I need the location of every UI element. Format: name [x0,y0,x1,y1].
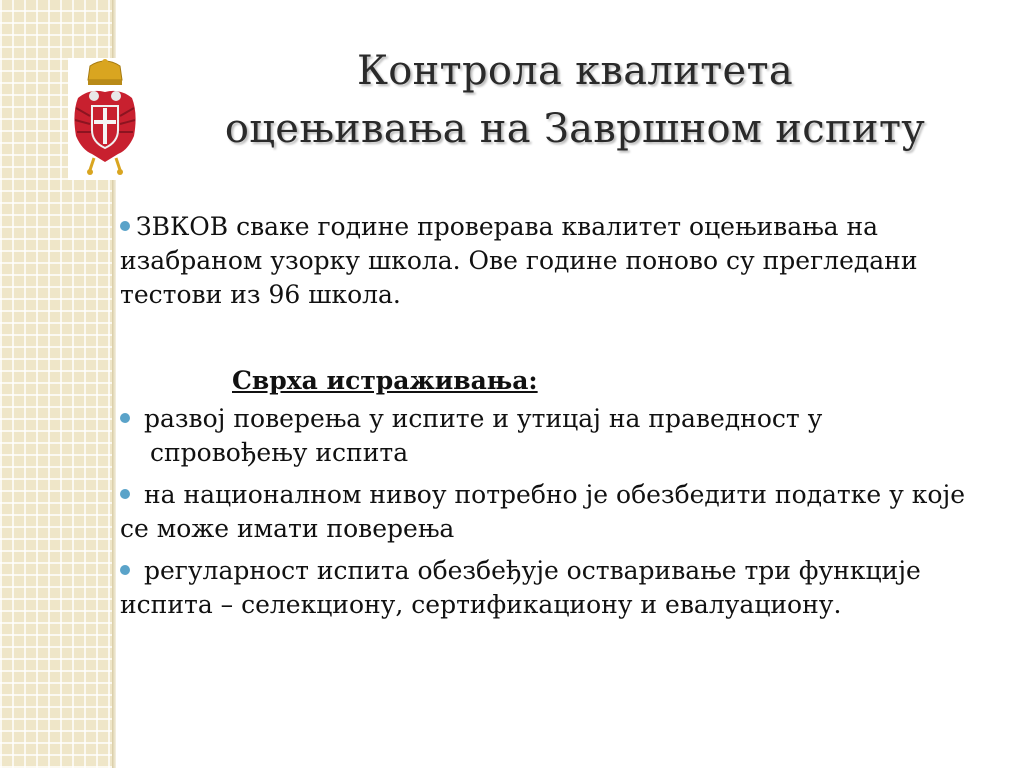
purpose-heading: Сврха истраживања: [232,366,538,395]
title-line-2: оцењивања на Завршном испиту [224,106,926,152]
bullet-icon [120,489,130,499]
intro-paragraph [120,210,980,312]
bullet-icon [120,413,130,423]
slide-body [120,210,980,622]
intro-text: ЗВКОВ сваке године проверава квалитет оцењивања на изабраном узорку школа. Ове године поново су прегледани тестови из 96 школа. [120,212,918,309]
slide-title [150,42,1000,158]
bullet-item [120,478,980,546]
bullet-item [120,402,980,470]
title-line-1: Контрола квалитета [356,48,794,94]
coat-of-arms-icon [68,58,142,180]
bullet-item [120,554,980,622]
bullet-text: на националном нивоу потребно је обезбедити податке у које се може имати поверења [120,480,965,543]
bullet-text: развој поверења у испите и утицај на праведност у спровођењу испита [144,404,823,467]
bullet-icon [120,565,130,575]
bullet-text: регуларност испита обезбеђује остваривање три функције испита – селекциону, сертификациону и евалуациону. [120,556,921,619]
bullet-icon [120,221,130,231]
